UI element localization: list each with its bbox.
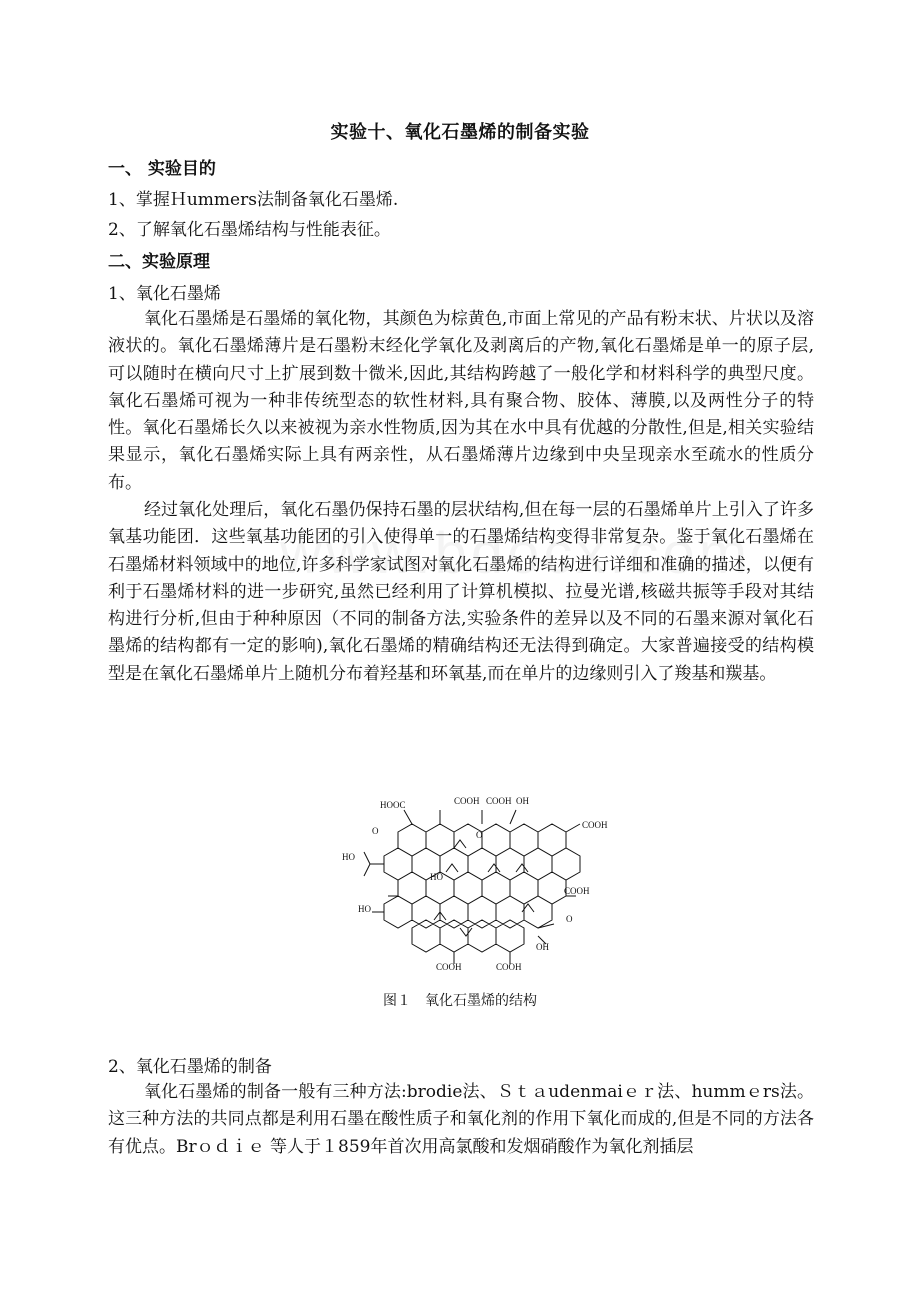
- label-o-left: O: [372, 826, 379, 836]
- label-oh-top: OH: [516, 796, 529, 806]
- label-cooh-mid-right: COOH: [564, 886, 590, 896]
- purpose-item-2: 2、了解氧化石墨烯结构与性能表征。: [108, 220, 391, 240]
- label-ho-lower-left: HO: [358, 904, 371, 914]
- page-title: 实验十、氧化石墨烯的制备实验: [330, 122, 590, 143]
- paragraph-go-structure: 经过氧化处理后，氧化石墨仍保持石墨的层状结构,但在每一层的石墨烯单片上引入了许多氧基功能团．这些氧基功能团的引入使得单一的石墨烯结构变得非常复杂。鉴于氧化石墨烯在石墨烯材料领域中的地位,许多科学家试图对氧化石墨烯的结构进行详细和准确的描述，以便有利于石墨烯材料的进一步研究,虽然已经利用了计算机模拟、拉曼光谱,核磁共振等手段对其结构进行分析,但由于种种原因（不同的制备方法,实验条件的差异以及不同的石墨来源对氧化石墨烯的结构都有一定的影响),氧化石墨烯的精确结构还无法得到确定。大家普遍接受的结构模型是在氧化石墨烯单片上随机分布着羟基和环氧基,而在单片的边缘则引入了羧基和羰基。: [108, 500, 814, 684]
- subsection-heading-preparation: 2、氧化石墨烯的制备: [108, 1057, 272, 1077]
- label-cooh-bottom-1: COOH: [436, 962, 462, 972]
- paragraph-preparation-methods: 氧化石墨烯的制备一般有三种方法:brodie法、Ｓｔａudenmaiｅｒ法、hummｅrs法。这三种方法的共同点都是利用石墨在酸性质子和氧化剂的作用下氧化而成的,但是不同的方法各有优点。Brｏｄｉｅ 等人于１859年首次用高氯酸和发烟硝酸作为氧化剂插层: [108, 1082, 814, 1157]
- section-heading-principle: 二、实验原理: [108, 252, 210, 272]
- label-cooh-top-2: COOH: [486, 796, 512, 806]
- label-hooc-top: HOOC: [380, 800, 406, 810]
- label-o-epoxide: O: [476, 830, 483, 840]
- label-cooh-top-1: COOH: [454, 796, 480, 806]
- label-cooh-right: COOH: [582, 820, 608, 830]
- substituent-bonds: [364, 810, 580, 964]
- paragraph-go-intro: 氧化石墨烯是石墨烯的氧化物，其颜色为棕黄色,市面上常见的产品有粉末状、片状以及溶液状的。氧化石墨烯薄片是石墨粉末经化学氧化及剥离后的产物,氧化石墨烯是单一的原子层,可以随时在横向尺寸上扩展到数十微米,因此,其结构跨越了一般化学和材料科学的典型尺度。氧化石墨烯可视为一种非传统型态的软性材料,具有聚合物、胶体、薄膜,以及两性分子的特性。氧化石墨烯长久以来被视为亲水性物质,因为其在水中具有优越的分散性,但是,相关实验结果显示，氧化石墨烯实际上具有两亲性，从石墨烯薄片边缘到中央呈现亲水至疏水的性质分布。: [108, 309, 814, 493]
- section-heading-purpose: 一、 实验目的: [108, 159, 216, 179]
- figure-caption: 图１ 氧化石墨烯的结构: [383, 993, 537, 1009]
- label-ho-left: HO: [342, 852, 355, 862]
- subsection-heading-go: 1、氧化石墨烯: [108, 284, 221, 304]
- label-cooh-bottom-2: COOH: [496, 962, 522, 972]
- label-ho-center: HO: [430, 872, 443, 882]
- ring-lattice: [384, 824, 580, 952]
- purpose-item-1: 1、掌握Ｈummers法制备氧化石墨烯.: [108, 190, 399, 210]
- graphene-oxide-structure-figure: [338, 792, 624, 978]
- label-oh-bottom-right: OH: [536, 942, 549, 952]
- label-o-right: O: [566, 914, 573, 924]
